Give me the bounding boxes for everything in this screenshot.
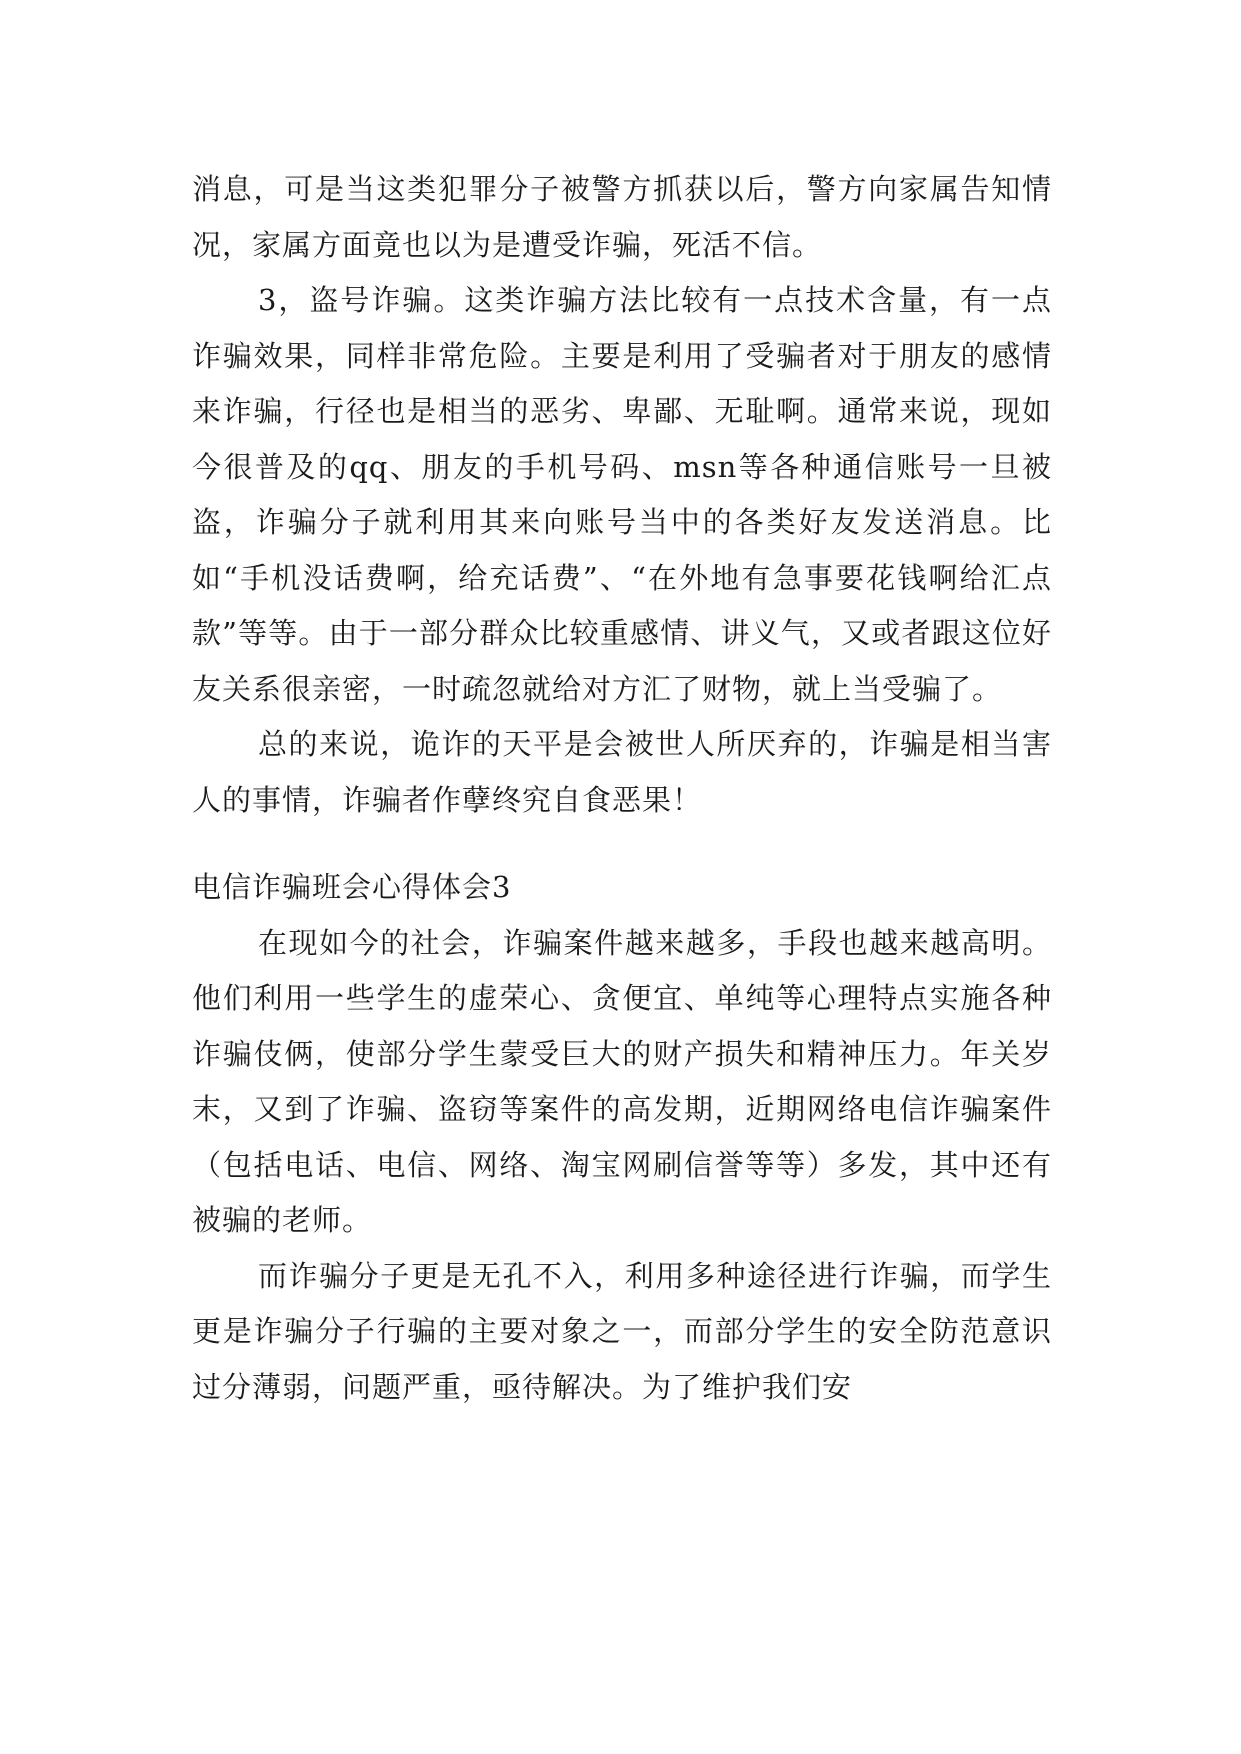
paragraph-intro: 在现如今的社会，诈骗案件越来越多，手段也越来越高明。他们利用一些学生的虚荣心、贪便宜、单纯等心理特点实施各种诈骗伎俩，使部分学生蒙受巨大的财产损失和精神压力。年关岁末，又到了诈骗、盗窃等案件的高发期，近期网络电信诈骗案件（包括电话、电信、网络、淘宝网刷信誉等等）多发，其中还有被骗的老师。	[192, 925, 1052, 1237]
document-body	[192, 162, 1052, 1415]
paragraph-conclusion: 总的来说，诡诈的天平是会被世人所厌弃的，诈骗是相当害人的事情，诈骗者作孽终究自食恶果！	[192, 727, 1052, 817]
section-title: 电信诈骗班会心得体会3	[192, 870, 512, 904]
paragraph-students: 而诈骗分子更是无孔不入，利用多种途径进行诈骗，而学生更是诈骗分子行骗的主要对象之一，而部分学生的安全防范意识过分薄弱，问题严重，亟待解决。为了维护我们安	[192, 1258, 1052, 1404]
paragraph-account-theft: 3，盗号诈骗。这类诈骗方法比较有一点技术含量，有一点诈骗效果，同样非常危险。主要是利用了受骗者对于朋友的感情来诈骗，行径也是相当的恶劣、卑鄙、无耻啊。通常来说，现如今很普及的qq、朋友的手机号码、msn等各种通信账号一旦被盗，诈骗分子就利用其来向账号当中的各类好友发送消息。比如“手机没话费啊，给充话费”、“在外地有急事要花钱啊给汇点款”等等。由于一部分群众比较重感情、讲义气，又或者跟这位好友关系很亲密，一时疏忽就给对方汇了财物，就上当受骗了。	[192, 283, 1052, 706]
paragraph-continuation: 消息，可是当这类犯罪分子被警方抓获以后，警方向家属告知情况，家属方面竟也以为是遭受诈骗，死活不信。	[192, 172, 1052, 262]
